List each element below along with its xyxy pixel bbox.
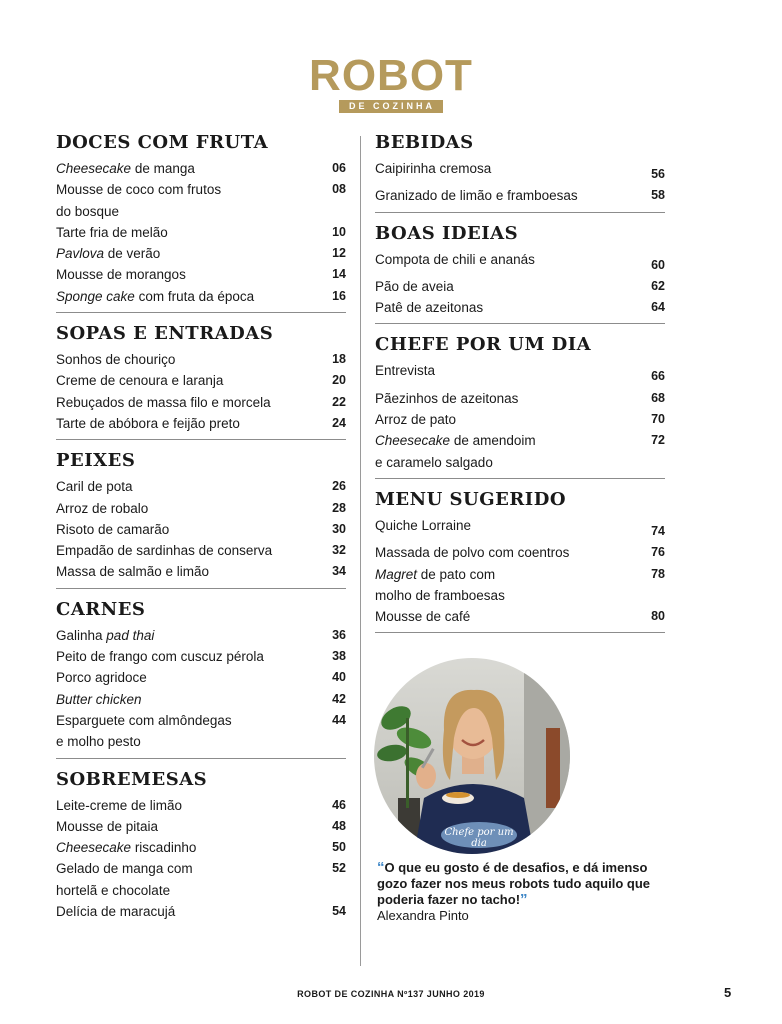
toc-item[interactable]: Creme de cenoura e laranja 20 xyxy=(56,370,346,391)
toc-item-continuation: e caramelo salgado xyxy=(375,454,493,470)
toc-right-column xyxy=(375,132,665,643)
quote-close-mark: ” xyxy=(520,891,528,908)
toc-item[interactable]: Compota de chili e ananás 60 xyxy=(375,249,665,276)
page-number: 52 xyxy=(332,861,346,876)
section-boas-ideias xyxy=(375,223,665,325)
page-number: 60 xyxy=(651,257,665,272)
page-number: 26 xyxy=(332,479,346,494)
section-menu-sugerido xyxy=(375,489,665,633)
page-number: 42 xyxy=(332,691,346,706)
toc-item-continuation: molho de framboesas xyxy=(375,587,505,603)
toc-item-continuation: e molho pesto xyxy=(56,734,141,750)
page-number: 40 xyxy=(332,670,346,685)
page-number: 24 xyxy=(332,415,346,430)
page-number: 34 xyxy=(332,564,346,579)
toc-item[interactable]: Caril de pota 26 xyxy=(56,476,346,497)
toc-item[interactable]: Tarte fria de melão 10 xyxy=(56,222,346,243)
toc-item[interactable]: Mousse de café 80 xyxy=(375,606,665,627)
page-number: 46 xyxy=(332,797,346,812)
toc-item[interactable]: Entrevista 66 xyxy=(375,360,665,387)
section-title: BOAS IDEIAS xyxy=(375,222,519,244)
logo-subtitle: DE COZINHA xyxy=(339,100,443,113)
section-carnes xyxy=(56,599,346,759)
page-number: 10 xyxy=(332,224,346,239)
toc-item[interactable]: Esparguete com almôndegas 44 xyxy=(56,710,346,731)
page-number: 64 xyxy=(651,300,665,315)
chef-portrait-illustration xyxy=(374,658,570,854)
page-number: 14 xyxy=(332,267,346,282)
toc-left-column xyxy=(56,132,346,937)
page-number: 68 xyxy=(651,390,665,405)
section-title: SOPAS E ENTRADAS xyxy=(56,323,274,345)
toc-item[interactable]: Delícia de maracujá 54 xyxy=(56,901,346,922)
toc-item[interactable]: Pãezinhos de azeitonas 68 xyxy=(375,388,665,409)
page-number: 32 xyxy=(332,543,346,558)
page-number: 70 xyxy=(651,412,665,427)
page-number: 44 xyxy=(332,712,346,727)
magazine-logo xyxy=(0,51,782,114)
logo-wordmark: ROBOT xyxy=(309,51,473,100)
page-number: 66 xyxy=(651,369,665,384)
toc-item-continuation: hortelã e chocolate xyxy=(56,882,171,898)
toc-item[interactable]: Pão de aveia 62 xyxy=(375,276,665,297)
section-title: BEBIDAS xyxy=(375,132,474,153)
quote-open-mark: “ xyxy=(377,859,385,876)
toc-item[interactable]: Butter chicken 42 xyxy=(56,689,346,710)
page-number: 18 xyxy=(332,352,346,367)
section-title: CARNES xyxy=(56,598,146,620)
toc-item[interactable]: Galinha pad thai 36 xyxy=(56,625,346,646)
page-number: 72 xyxy=(651,433,665,448)
column-divider xyxy=(360,136,361,966)
page-number: 56 xyxy=(651,167,665,181)
page-number-footer: 5 xyxy=(724,985,732,1000)
section-bebidas xyxy=(375,132,665,213)
toc-item[interactable]: Sponge cake com fruta da época 16 xyxy=(56,286,346,307)
page-number: 16 xyxy=(332,288,346,303)
section-title: MENU SUGERIDO xyxy=(375,488,567,510)
toc-item[interactable]: Peito de frango com cuscuz pérola 38 xyxy=(56,646,346,667)
page-number: 22 xyxy=(332,394,346,409)
page-number: 62 xyxy=(651,278,665,293)
section-title: PEIXES xyxy=(56,450,136,472)
page-footer: ROBOT DE COZINHA Nº137 JUNHO 2019 xyxy=(297,989,485,999)
toc-item[interactable]: Rebuçados de massa filo e morcela 22 xyxy=(56,392,346,413)
toc-item[interactable]: Porco agridoce 40 xyxy=(56,667,346,688)
page-number: 06 xyxy=(332,161,346,175)
page-number: 48 xyxy=(332,818,346,833)
toc-item[interactable]: Patê de azeitonas 64 xyxy=(375,297,665,318)
page-number: 78 xyxy=(651,566,665,581)
toc-item[interactable]: Arroz de pato 70 xyxy=(375,409,665,430)
section-title: SOBREMESAS xyxy=(56,768,208,790)
section-sobremesas xyxy=(56,769,346,928)
page-number: 12 xyxy=(332,246,346,261)
toc-item[interactable]: Mousse de coco com frutos 08 xyxy=(56,179,346,200)
toc-item[interactable]: Massa de salmão e limão 34 xyxy=(56,561,346,582)
page-number: 38 xyxy=(332,649,346,664)
toc-item[interactable]: Quiche Lorraine 74 xyxy=(375,515,665,542)
toc-item[interactable]: Cheesecake riscadinho 50 xyxy=(56,837,346,858)
toc-item[interactable]: Mousse de pitaia 48 xyxy=(56,816,346,837)
chef-badge-label: Chefe por um dia xyxy=(444,827,514,849)
quote-author: Alexandra Pinto xyxy=(377,908,469,923)
toc-item[interactable]: Arroz de robalo 28 xyxy=(56,498,346,519)
quote-text: O que eu gosto é de desafios, e dá imenso gozo fazer nos meus robots tudo aquilo que poderia fazer no tacho! xyxy=(377,860,651,907)
toc-item[interactable]: Sonhos de chouriço 18 xyxy=(56,349,346,370)
section-title: CHEFE POR UM DIA xyxy=(375,334,592,356)
toc-item[interactable]: Cheesecake de amendoim 72 xyxy=(375,430,665,451)
chef-quote xyxy=(377,860,667,924)
page-number: 58 xyxy=(651,188,665,203)
toc-item[interactable]: Leite-creme de limão 46 xyxy=(56,795,346,816)
toc-item[interactable]: Mousse de morangos 14 xyxy=(56,264,346,285)
section-chefe-por-um-dia xyxy=(375,334,665,478)
toc-item[interactable]: Cheesecake de manga 06 xyxy=(56,158,346,179)
toc-item[interactable]: Caipirinha cremosa 56 xyxy=(375,158,665,185)
toc-item[interactable]: Pavlova de verão 12 xyxy=(56,243,346,264)
toc-item-continuation: do bosque xyxy=(56,203,120,219)
page-number: 08 xyxy=(332,182,346,197)
page-number: 76 xyxy=(651,545,665,560)
toc-item[interactable]: Risoto de camarão 30 xyxy=(56,519,346,540)
chef-portrait-photo xyxy=(374,658,570,854)
toc-item[interactable]: Magret de pato com 78 xyxy=(375,564,665,585)
section-peixes xyxy=(56,450,346,588)
section-doces-com-fruta xyxy=(56,132,346,313)
page-number: 54 xyxy=(332,904,346,919)
page-number: 30 xyxy=(332,521,346,536)
page-number: 28 xyxy=(332,500,346,515)
page-number: 20 xyxy=(332,373,346,388)
toc-item[interactable]: Tarte de abóbora e feijão preto 24 xyxy=(56,413,346,434)
toc-item[interactable]: Massada de polvo com coentros 76 xyxy=(375,542,665,563)
page-number: 50 xyxy=(332,840,346,855)
section-title: DOCES COM FRUTA xyxy=(56,132,269,153)
section-sopas-e-entradas xyxy=(56,323,346,440)
page-number: 74 xyxy=(651,523,665,538)
page-number: 36 xyxy=(332,627,346,642)
toc-item[interactable]: Empadão de sardinhas de conserva 32 xyxy=(56,540,346,561)
toc-item[interactable]: Granizado de limão e framboesas 58 xyxy=(375,185,665,206)
page-number: 80 xyxy=(651,609,665,624)
toc-item[interactable]: Gelado de manga com 52 xyxy=(56,858,346,879)
